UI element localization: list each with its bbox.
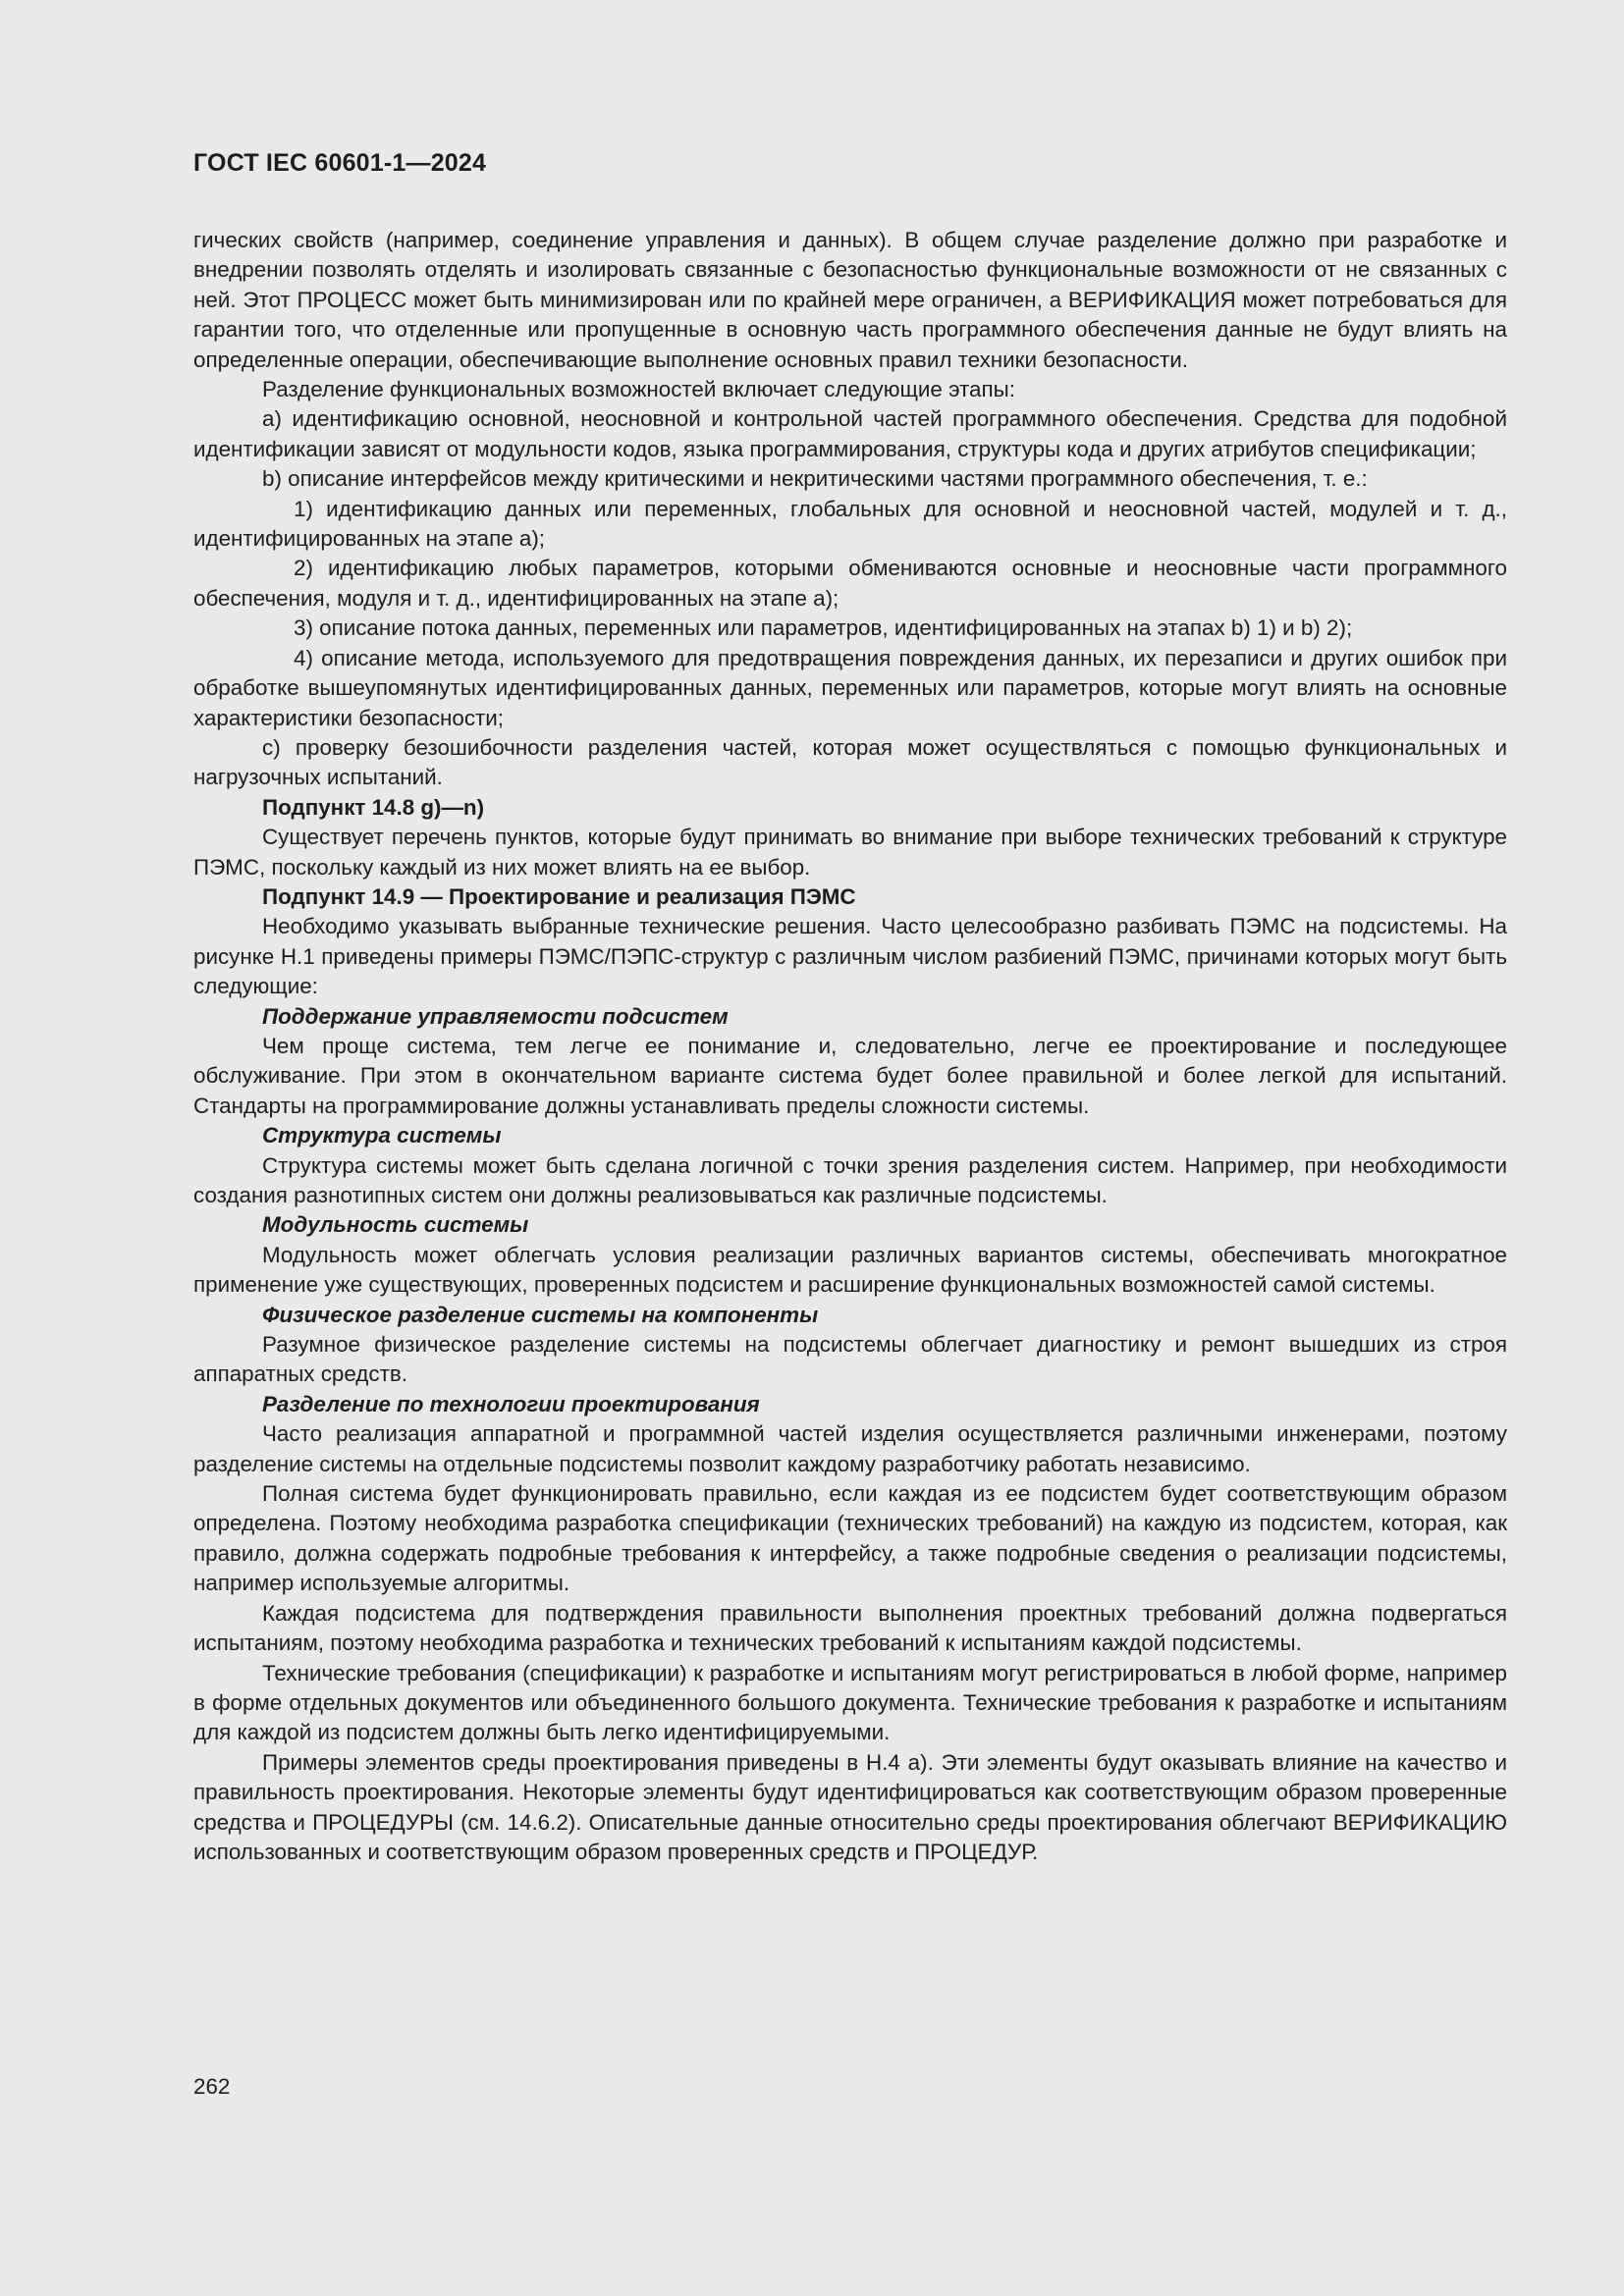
paragraph: Каждая подсистема для подтверждения правильности выполнения проектных требований должна подвергаться испытаниям, поэтому необходима разработка и технических требований к испытаниям каждой подсистемы. [193,1600,1507,1656]
paragraph: Существует перечень пунктов, которые будут принимать во внимание при выборе технических требований к структуре ПЭМС, поскольку каждый из них может влиять на ее выбор. [193,825,1507,880]
body-text [193,226,1507,1867]
section-heading: Структура системы [262,1123,502,1148]
paragraph: гических свойств (например, соединение управления и данных). В общем случае разделение должно при разработке и внедрении позволять отделять и изолировать связанные с безопасностью функциональные возможности от не связанных с ней. Этот ПРОЦЕСС может быть минимизирован или по крайней мере ограничен, а ВЕРИФИКАЦИЯ может потребоваться для гарантии того, что отделенные или пропущенные в основную часть программного обеспечения данные не будут влиять на определенные операции, обеспечивающие выполнение основных правил техники безопасности. [193,228,1507,372]
section-heading: Поддержание управляемости подсистем [262,1003,729,1029]
paragraph: Технические требования (спецификации) к разработке и испытаниям могут регистрироваться в любой форме, например в форме отдельных документов или объединенного большого документа. Технические требования к разработке и испытаниям для каждой из подсистем должны быть легко идентифицируемыми. [193,1660,1507,1745]
paragraph: Примеры элементов среды проектирования приведены в Н.4 а). Эти элементы будут оказывать влияние на качество и правильность проектирования. Некоторые элементы будут идентифицироваться как соответствующим образом проверенные средства и ПРОЦЕДУРЫ (см. 14.6.2). Описательные данные относительно среды проектирования облегчают ВЕРИФИКАЦИЮ использованных и соответствующим образом проверенных средств и ПРОЦЕДУР. [193,1749,1507,1864]
section-heading: Физическое разделение системы на компоненты [262,1302,819,1327]
paragraph: Разделение функциональных возможностей включает следующие этапы: [262,377,1015,402]
paragraph: Полная система будет функционировать правильно, если каждая из ее подсистем будет соответствующим образом определена. Поэтому необходима разработка спецификации (технических требований) на каждую из подсистем, которая, как правило, должна содержать подробные требования к интерфейсу, а также подробные сведения о реализации подсистемы, например используемые алгоритмы. [193,1481,1507,1596]
paragraph: 3) описание потока данных, переменных или параметров, идентифицированных на этапах b) 1) и b) 2); [294,615,1353,641]
paragraph: c) проверку безошибочности разделения частей, которая может осуществляться с помощью функциональных и нагрузочных испытаний. [193,734,1507,790]
paragraph: Чем проще система, тем легче ее понимание и, следовательно, легче ее проектирование и последующее обслуживание. При этом в окончательном варианте система будет более правильной и более легкой для испытаний. Стандарты на программирование должны устанавливать пределы сложности системы. [193,1033,1507,1118]
paragraph: 4) описание метода, используемого для предотвращения повреждения данных, их перезаписи и других ошибок при обработке вышеупомянутых идентифицированных данных, переменных или параметров, которые могут влиять на основные характеристики безопасности; [193,645,1507,730]
paragraph: a) идентификацию основной, неосновной и контрольной частей программного обеспечения. Средства для подобной идентификации зависят от модульности кодов, языка программирования, структуры кода и других атрибутов спецификации; [193,406,1507,461]
paragraph: Структура системы может быть сделана логичной с точки зрения разделения систем. Например, при необходимости создания разнотипных систем они должны реализовываться как различные подсистемы. [193,1152,1507,1207]
paragraph: b) описание интерфейсов между критическими и некритическими частями программного обеспечения, т. е.: [262,466,1368,492]
page-number: 262 [193,2074,231,2099]
paragraph: 2) идентификацию любых параметров, которыми обмениваются основные и неосновные части программного обеспечения, модуля и т. д., идентифицированных на этапе а); [193,556,1507,611]
section-heading: Подпункт 14.8 g)—n) [262,794,485,820]
paragraph: Разумное физическое разделение системы на подсистемы облегчает диагностику и ремонт вышедших из строя аппаратных средств. [193,1332,1507,1387]
section-heading: Разделение по технологии проектирования [262,1391,760,1416]
page-header-standard: ГОСТ IEC 60601-1—2024 [193,149,487,177]
paragraph: Часто реализация аппаратной и программной частей изделия осуществляется различными инженерами, поэтому разделение системы на отдельные подсистемы позволит каждому разработчику работать независимо. [193,1421,1507,1476]
paragraph: Необходимо указывать выбранные технические решения. Часто целесообразно разбивать ПЭМС на подсистемы. На рисунке Н.1 приведены примеры ПЭМС/ПЭПС-структур с различным числом разбиений ПЭМС, причинами которых могут быть следующие: [193,914,1507,999]
section-heading: Модульность системы [262,1212,529,1238]
paragraph: Модульность может облегчать условия реализации различных вариантов системы, обеспечивать многократное применение уже существующих, проверенных подсистем и расширение функциональных возможностей самой системы. [193,1242,1507,1298]
section-heading: Подпункт 14.9 — Проектирование и реализация ПЭМС [262,883,856,909]
paragraph: 1) идентификацию данных или переменных, глобальных для основной и неосновной частей, модулей и т. д., идентифицированных на этапе а); [193,496,1507,552]
